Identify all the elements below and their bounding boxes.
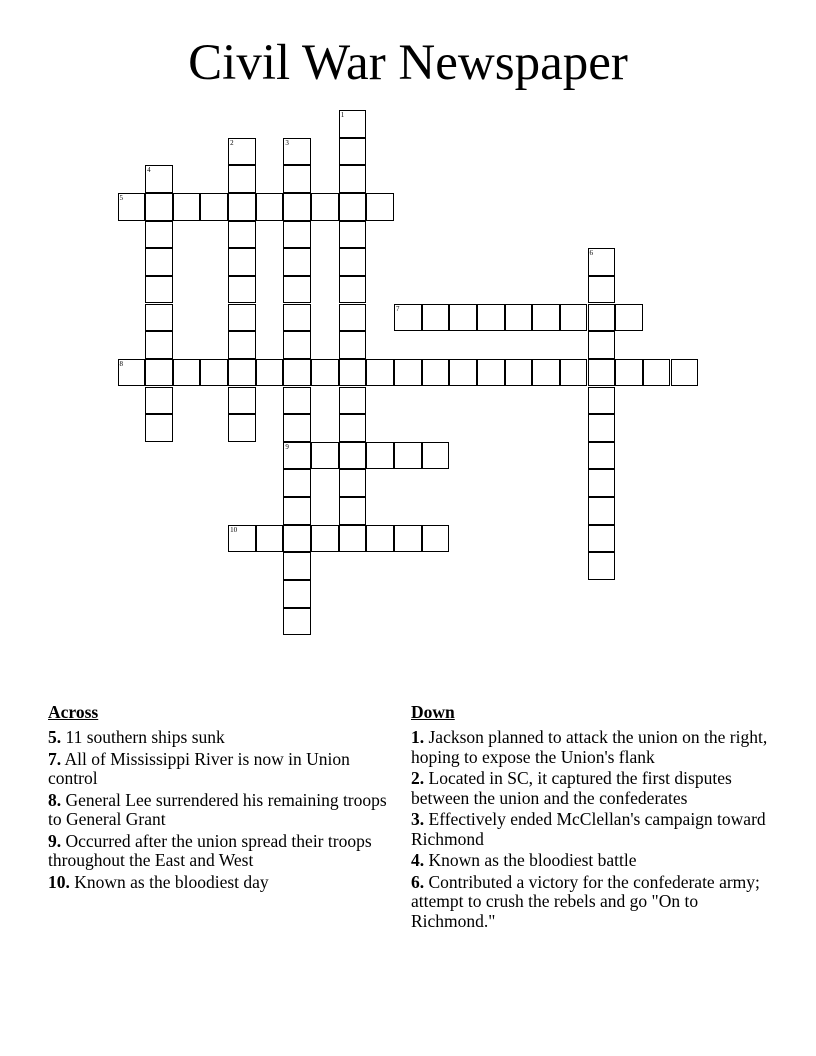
- grid-cell[interactable]: [145, 276, 173, 304]
- grid-cell[interactable]: [615, 304, 643, 332]
- grid-cell[interactable]: [339, 221, 367, 249]
- grid-cell[interactable]: [339, 138, 367, 166]
- grid-cell[interactable]: [311, 193, 339, 221]
- grid-cell[interactable]: [283, 165, 311, 193]
- grid-cell[interactable]: [339, 248, 367, 276]
- grid-cell[interactable]: [228, 304, 256, 332]
- grid-cell[interactable]: [588, 359, 616, 387]
- grid-cell[interactable]: [228, 221, 256, 249]
- grid-cell[interactable]: [283, 608, 311, 636]
- clue-number: 8: [119, 359, 123, 368]
- grid-cell[interactable]: [256, 525, 284, 553]
- grid-cell[interactable]: [173, 193, 201, 221]
- grid-cell[interactable]: [256, 193, 284, 221]
- puzzle-title: Civil War Newspaper: [188, 35, 628, 91]
- grid-cell[interactable]: [228, 331, 256, 359]
- clue-number: 6: [589, 249, 594, 258]
- grid-cell[interactable]: [588, 248, 616, 276]
- grid-cell[interactable]: [505, 359, 533, 387]
- grid-cell[interactable]: [449, 304, 477, 332]
- grid-cell[interactable]: [366, 442, 394, 470]
- grid-cell[interactable]: [145, 221, 173, 249]
- grid-cell[interactable]: [145, 193, 173, 221]
- clue-across-9: 9. Occurred after the union spread their troops throughout the East and West: [48, 830, 372, 870]
- grid-cell[interactable]: [588, 387, 616, 415]
- grid-cell[interactable]: [422, 359, 450, 387]
- grid-cell[interactable]: [339, 193, 367, 221]
- grid-cell[interactable]: [588, 304, 616, 332]
- grid-cell[interactable]: [283, 414, 311, 442]
- grid-cell[interactable]: [283, 497, 311, 525]
- grid-cell[interactable]: [588, 442, 616, 470]
- grid-cell[interactable]: [228, 138, 256, 166]
- grid-cell[interactable]: [339, 442, 367, 470]
- clue-across-10: 10. Known as the bloodiest day: [48, 871, 269, 892]
- grid-cell[interactable]: [283, 331, 311, 359]
- clue-number: 3: [285, 138, 289, 147]
- grid-cell[interactable]: [228, 193, 256, 221]
- grid-cell[interactable]: [283, 580, 311, 608]
- grid-cell[interactable]: [366, 359, 394, 387]
- grid-cell[interactable]: [339, 497, 367, 525]
- clue-number: 10: [230, 525, 238, 534]
- clue-number: 1: [340, 111, 345, 119]
- grid-cell[interactable]: [422, 304, 450, 332]
- grid-cell[interactable]: [283, 552, 311, 580]
- down-heading: Down: [411, 702, 455, 722]
- grid-cell[interactable]: [532, 359, 560, 387]
- grid-cell[interactable]: [394, 304, 422, 332]
- grid-cell[interactable]: [228, 248, 256, 276]
- grid-cell[interactable]: [145, 165, 173, 193]
- grid-cell[interactable]: [283, 193, 311, 221]
- grid-cell[interactable]: [283, 442, 311, 470]
- clue-across-5: 5. 11 southern ships sunk: [48, 727, 225, 747]
- grid-cell[interactable]: [228, 165, 256, 193]
- grid-cell[interactable]: [145, 414, 173, 442]
- grid-cell[interactable]: [173, 359, 201, 387]
- grid-cell[interactable]: [339, 110, 367, 138]
- grid-cell[interactable]: [339, 331, 367, 359]
- grid-cell[interactable]: [145, 248, 173, 276]
- grid-cell[interactable]: [339, 276, 367, 304]
- grid-cell[interactable]: [283, 221, 311, 249]
- grid-cell[interactable]: [145, 387, 173, 415]
- grid-cell[interactable]: [588, 497, 616, 525]
- grid-cell[interactable]: [588, 414, 616, 442]
- grid-cell[interactable]: [615, 359, 643, 387]
- grid-cell[interactable]: [283, 525, 311, 553]
- grid-cell[interactable]: [422, 525, 450, 553]
- clue-across-7: 7. All of Mississippi River is now in Union control: [48, 748, 350, 788]
- grid-cell[interactable]: [366, 193, 394, 221]
- grid-cell[interactable]: [339, 359, 367, 387]
- clue-across-8: 8. General Lee surrendered his remaining troops to General Grant: [48, 789, 387, 829]
- grid-cell[interactable]: [532, 304, 560, 332]
- grid-cell[interactable]: [560, 304, 588, 332]
- grid-cell[interactable]: [588, 469, 616, 497]
- grid-cell[interactable]: [283, 304, 311, 332]
- grid-cell[interactable]: [200, 193, 228, 221]
- grid-cell[interactable]: [449, 359, 477, 387]
- grid-cell[interactable]: [366, 525, 394, 553]
- grid-cell[interactable]: [228, 525, 256, 553]
- across-clues: [48, 702, 388, 894]
- clue-down-1: 1. Jackson planned to attack the union on the right, hoping to expose the Union's flank: [411, 727, 768, 767]
- grid-cell[interactable]: [228, 276, 256, 304]
- grid-cell[interactable]: [560, 359, 588, 387]
- grid-cell[interactable]: [477, 304, 505, 332]
- clue-number: 7: [396, 304, 400, 313]
- grid-cell[interactable]: [283, 276, 311, 304]
- across-heading: Across: [48, 702, 99, 722]
- clue-down-3: 3. Effectively ended McClellan's campaign toward Richmond: [411, 809, 766, 849]
- grid-cell[interactable]: [394, 442, 422, 470]
- grid-cell[interactable]: [394, 359, 422, 387]
- grid-cell[interactable]: [477, 359, 505, 387]
- grid-cell[interactable]: [145, 304, 173, 332]
- clue-number: 5: [119, 193, 123, 202]
- grid-cell[interactable]: [228, 414, 256, 442]
- grid-cell[interactable]: [145, 331, 173, 359]
- clue-number: 2: [230, 138, 234, 147]
- grid-cell[interactable]: [283, 387, 311, 415]
- grid-cell[interactable]: [394, 525, 422, 553]
- grid-cell[interactable]: [283, 248, 311, 276]
- grid-cell[interactable]: [588, 525, 616, 553]
- grid-cell[interactable]: [339, 414, 367, 442]
- grid-cell[interactable]: [118, 193, 146, 221]
- grid-cell[interactable]: [145, 359, 173, 387]
- grid-cell[interactable]: [422, 442, 450, 470]
- grid-cell[interactable]: [339, 469, 367, 497]
- clue-down-4: 4. Known as the bloodiest battle: [411, 850, 637, 870]
- grid-cell[interactable]: [118, 359, 146, 387]
- grid-cell[interactable]: [339, 387, 367, 415]
- clue-down-2: 2. Located in SC, it captured the first disputes between the union and the confederates: [411, 768, 732, 808]
- grid-cell[interactable]: [643, 359, 671, 387]
- grid-cell[interactable]: [339, 165, 367, 193]
- grid-cell[interactable]: [311, 525, 339, 553]
- grid-cell[interactable]: [256, 359, 284, 387]
- grid-cell[interactable]: [339, 525, 367, 553]
- grid-cell[interactable]: [588, 331, 616, 359]
- grid-cell[interactable]: [311, 359, 339, 387]
- grid-cell[interactable]: [228, 387, 256, 415]
- grid-cell[interactable]: [283, 469, 311, 497]
- clue-number: 4: [147, 166, 151, 175]
- grid-cell[interactable]: [283, 359, 311, 387]
- grid-cell[interactable]: [283, 138, 311, 166]
- grid-cell[interactable]: [311, 442, 339, 470]
- grid-cell[interactable]: [339, 304, 367, 332]
- clue-down-6: 6. Contributed a victory for the confederate army; attempt to crush the rebels and go "On to Richmond.": [411, 871, 760, 931]
- grid-cell[interactable]: [228, 359, 256, 387]
- grid-cell[interactable]: [200, 359, 228, 387]
- grid-cell[interactable]: [671, 359, 699, 387]
- grid-cell[interactable]: [588, 276, 616, 304]
- grid-cell[interactable]: [505, 304, 533, 332]
- clue-number: 9: [285, 442, 289, 451]
- grid-cell[interactable]: [588, 552, 616, 580]
- down-clues: [411, 702, 771, 933]
